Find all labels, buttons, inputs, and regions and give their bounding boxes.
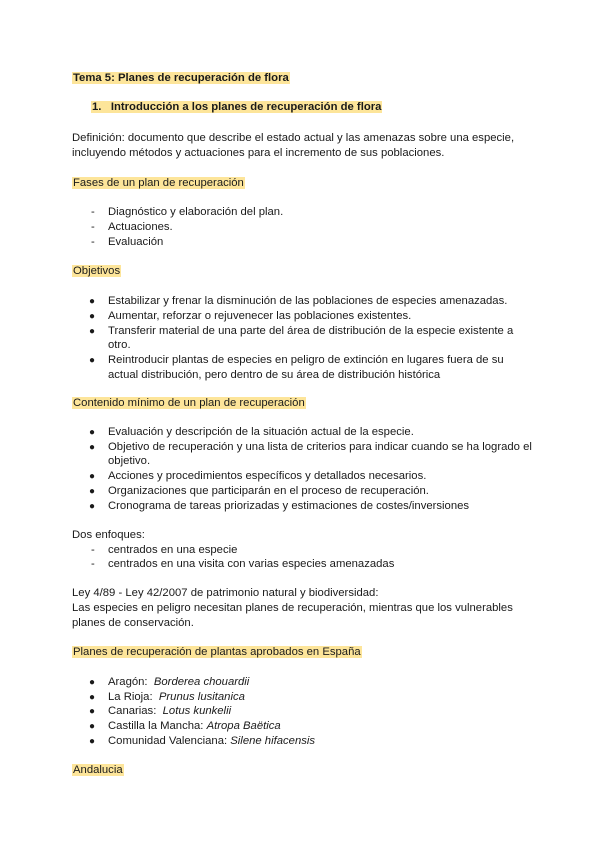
list-item-continuation: objetivo.: [108, 455, 151, 467]
dash-marker: -: [91, 544, 95, 556]
dash-marker: -: [91, 221, 95, 233]
bullet-marker: ●: [89, 721, 96, 732]
list-item-continuation: actual distribución, pero dentro de su área de distribución histórica: [108, 369, 441, 381]
dash-marker: -: [91, 236, 95, 248]
bullet-marker: ●: [89, 486, 96, 497]
contenido-heading: Contenido mínimo de un plan de recuperación: [73, 397, 305, 409]
section-title: Introducción a los planes de recuperación de flora: [110, 101, 382, 113]
dash-marker: -: [91, 558, 95, 570]
document-page: Tema 5: Planes de recuperación de flora 1. Introducción a los planes de recuperación de flora Definición: documento que describe el estado actual y las amenazas sobre una especie, incluyendo métodos y actuaciones para el incremento de sus poblaciones. Fases de un plan de recuperación - Diagnóstico y elaboración del plan. - Actuaciones. - Evaluación Objetivos ● Estabilizar y frenar la disminución de las poblaciones de especies amenazadas. ● Aumentar, reforzar o rejuvenecer las poblaciones existentes. ● Transferir material de una parte del área de distribución de la especie existente a otro. ● Reintroducir plantas de especies en peligro de extinción en lugares fuera de su actual distribución, pero dentro de su área de distribución histórica Contenido mínimo de un plan de recuperación ● Evaluación y descripción de la situación actual de la especie. ● Objetivo de recuperación y una lista de criterios para indicar cuando se ha logrado el objetivo. ● Acciones y procedimientos específicos y detallados necesarios. ● Organizaciones que participarán en el proceso de recuperación. ● Cronograma de tareas priorizadas y estimaciones de costes/inversiones Dos enfoques: - centrados en una especie - centrados en una visita con varias especies amenazadas Ley 4/89 - Ley 42/2007 de patrimonio natural y biodiversidad: Las especies en peligro necesitan planes de recuperación, mientras que los vulnerables planes de conservación. Planes de recuperación de plantas aprobados en España ● Aragón: Borderea chouardii ● La Rioja: Prunus lusitanica ● Canarias: Lotus kunkelii ● Castilla la Mancha: Atropa Baëtica ● Comunidad Valenciana: Silene hifacensis Andalucia: [72, 72, 532, 776]
definition-line: incluyendo métodos y actuaciones para el incremento de sus poblaciones.: [72, 147, 445, 159]
bullet-marker: ●: [89, 442, 96, 453]
page-title: Tema 5: Planes de recuperación de flora: [73, 72, 289, 84]
bullet-marker: ●: [89, 296, 96, 307]
bullet-marker: ●: [89, 501, 96, 512]
ley-line: Ley 4/89 - Ley 42/2007 de patrimonio natural y biodiversidad:: [72, 587, 379, 599]
enfoques-heading: Dos enfoques:: [72, 529, 145, 541]
dash-marker: -: [91, 206, 95, 218]
section-number: 1.: [92, 101, 102, 113]
list-item-continuation: otro.: [108, 339, 131, 351]
bullet-marker: ●: [89, 706, 96, 717]
objetivos-heading: Objetivos: [73, 265, 121, 277]
bullet-marker: ●: [89, 355, 96, 366]
section-heading: [91, 100, 382, 115]
bullet-marker: ●: [89, 311, 96, 322]
bullet-marker: ●: [89, 677, 96, 688]
bullet-marker: ●: [89, 692, 96, 703]
ley-line: Las especies en peligro necesitan planes de recuperación, mientras que los vulnerables: [72, 602, 513, 614]
planes-heading: Planes de recuperación de plantas aprobados en España: [73, 646, 361, 658]
andalucia-heading: Andalucia: [73, 764, 123, 776]
bullet-marker: ●: [89, 471, 96, 482]
fases-heading: Fases de un plan de recuperación: [73, 177, 244, 189]
bullet-marker: ●: [89, 427, 96, 438]
bullet-marker: ●: [89, 736, 96, 747]
definition-line: Definición: documento que describe el estado actual y las amenazas sobre una especie,: [72, 132, 515, 144]
ley-line: planes de conservación.: [72, 617, 194, 629]
bullet-marker: ●: [89, 326, 96, 337]
